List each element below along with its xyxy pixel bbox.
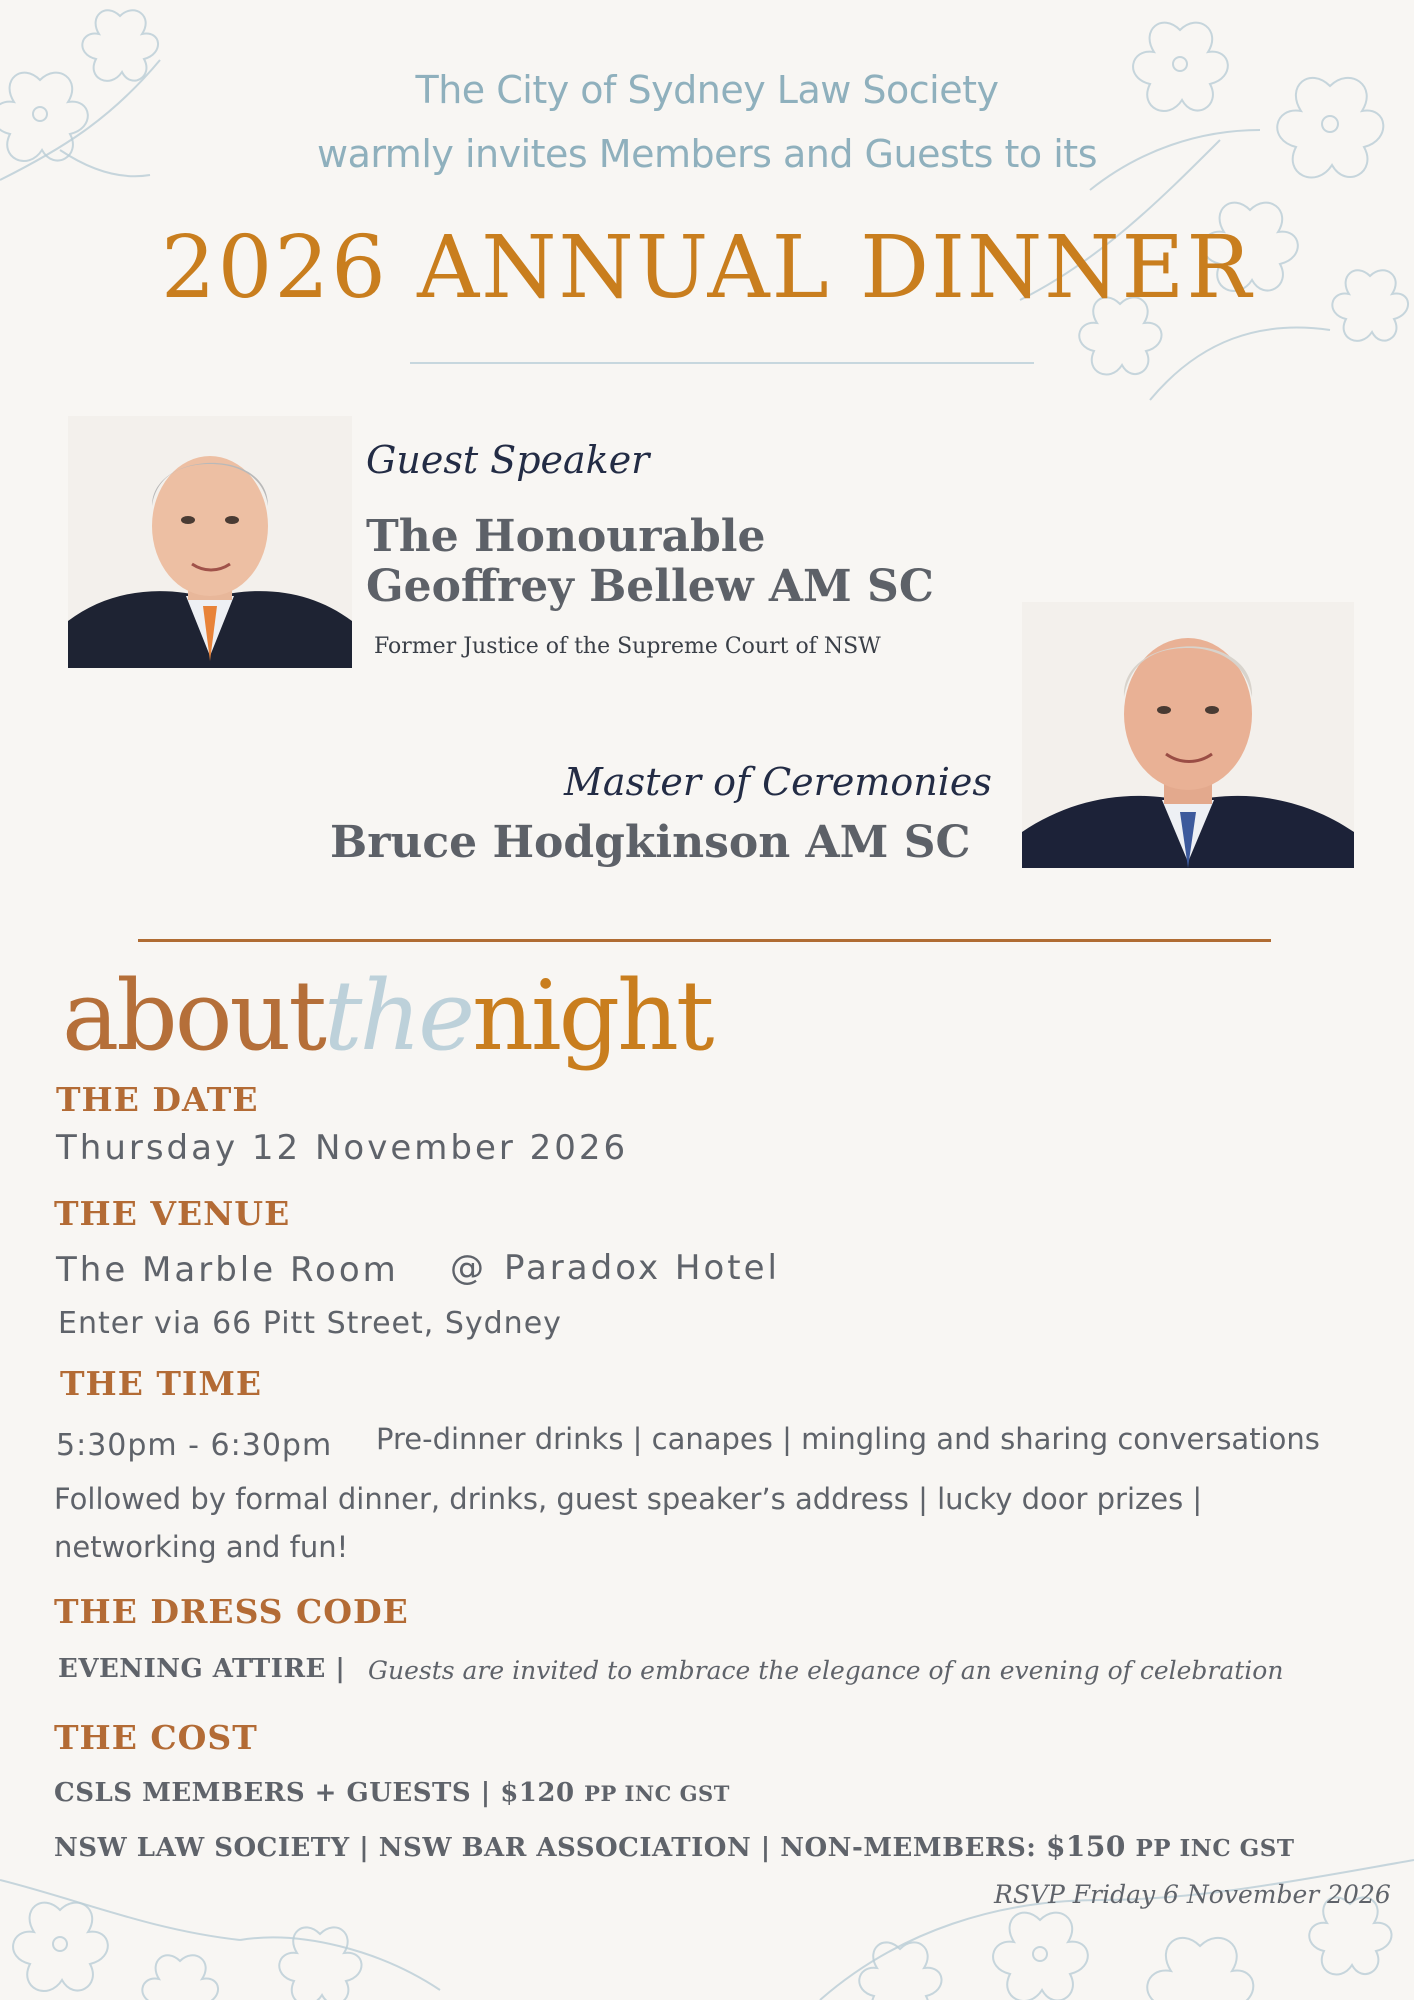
title-divider (410, 362, 1034, 364)
guest-speaker-name-line2: Geoffrey Bellew AM SC (366, 561, 934, 612)
venue-room: The Marble Room (56, 1250, 399, 1290)
about-word-night: night (472, 960, 712, 1072)
dress-code-note: Guests are invited to embrace the elegance of an evening of celebration (368, 1656, 1284, 1685)
cost-line1-sep: | (480, 1778, 491, 1808)
about-the-night-heading (62, 960, 712, 1072)
about-word-about: about (62, 960, 324, 1072)
cost-line1-suffix: PP INC GST (584, 1781, 730, 1806)
cost-line-2 (54, 1830, 1295, 1863)
venue-hotel: Paradox Hotel (504, 1248, 780, 1288)
date-value: Thursday 12 November 2026 (56, 1128, 629, 1168)
cost-line2-price: $150 (1045, 1830, 1126, 1863)
venue-entry: Enter via 66 Pitt Street, Sydney (58, 1306, 562, 1341)
intro-line-2: warmly invites Members and Guests to its (316, 132, 1098, 176)
guest-speaker-name-line1: The Honourable (366, 511, 766, 562)
time-pre-dinner: Pre-dinner drinks | canapes | mingling and sharing conversations (376, 1422, 1320, 1456)
time-followed-line2: networking and fun! (54, 1530, 349, 1564)
portrait-photo-icon (1022, 602, 1354, 868)
mc-photo (1022, 602, 1354, 868)
mc-role: Master of Ceremonies (564, 760, 992, 804)
cost-heading: THE COST (54, 1718, 258, 1757)
guest-speaker-description: Former Justice of the Supreme Court of NSW (374, 634, 881, 659)
portrait-photo-icon (68, 416, 352, 668)
cost-line-1 (54, 1778, 730, 1808)
guest-speaker-role: Guest Speaker (366, 438, 650, 482)
intro-line-1: The City of Sydney Law Society (415, 68, 999, 112)
time-range: 5:30pm - 6:30pm (56, 1428, 333, 1463)
venue-at: @ (450, 1248, 487, 1288)
cost-line2-who: NSW LAW SOCIETY | NSW BAR ASSOCIATION | NON-MEMBERS: (54, 1833, 1037, 1863)
date-heading: THE DATE (56, 1080, 259, 1119)
cost-line2-suffix: PP INC GST (1135, 1835, 1295, 1862)
section-divider (138, 939, 1271, 942)
time-followed-line1: Followed by formal dinner, drinks, guest speaker’s address | lucky door prizes | (54, 1482, 1203, 1516)
time-heading: THE TIME (60, 1364, 263, 1403)
dress-code-heading: THE DRESS CODE (54, 1592, 409, 1631)
event-title: 2026 ANNUAL DINNER (160, 218, 1254, 318)
venue-heading: THE VENUE (54, 1194, 291, 1233)
mc-name: Bruce Hodgkinson AM SC (330, 817, 971, 868)
cost-line1-price: $120 (500, 1778, 575, 1808)
rsvp-note: RSVP Friday 6 November 2026 (994, 1880, 1391, 1909)
cost-line1-who: CSLS MEMBERS + GUESTS (54, 1778, 472, 1808)
about-word-the: the (323, 960, 473, 1072)
dress-code-attire: EVENING ATTIRE | (58, 1654, 346, 1684)
guest-speaker-photo (68, 416, 352, 668)
